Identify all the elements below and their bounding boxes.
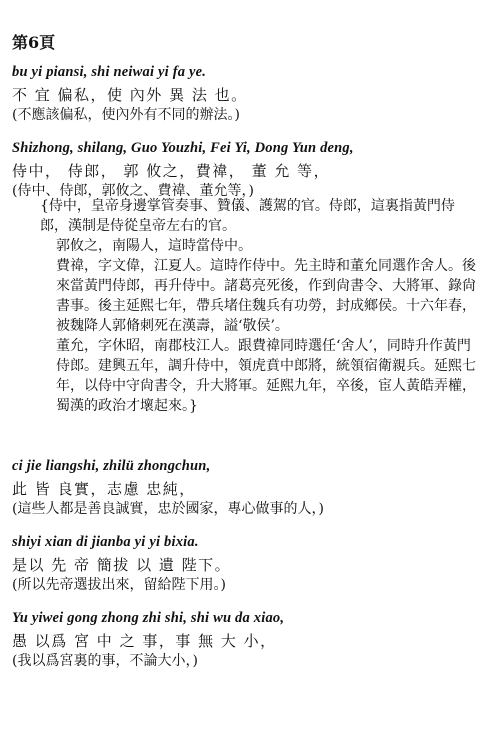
translation-line: (不應該偏私，使內外有不同的辦法。)	[12, 107, 240, 123]
pinyin-line: shiyi xian di jianba yi yi bixia.	[12, 534, 199, 550]
annotation-paragraph: 費禕，字文偉，江夏人。這時作侍中。先主時和董允同選作舍人。後來當黃門侍郎，再升侍中。諸葛亮死後，作到尙書令、大將軍、錄尙書事。後主延熙七年，帶兵堵住魏兵有功勞，封成鄉侯。十六年春，被魏降人郭脩刺死在漢壽，謚‘敬侯’。	[56, 258, 476, 334]
pinyin-line: bu yi piansi, shi neiwai yi fa ye.	[12, 64, 207, 80]
chinese-text-line: 不 宜 偏私，使 內外 異 法 也。	[12, 86, 248, 104]
translation-line: (這些人都是善良誠實，忠於國家，專心做事的人，)	[12, 501, 324, 517]
annotation-paragraph: 董允，字休昭，南郡枝江人。跟費禕同時選任‘舍人’，同時升作黃門侍郎。建興五年，調升侍中，領虎賁中郎將，統領宿衛親兵。延熙七年，以侍中守尙書令，升大將軍。延熙九年，卒後，宦人黃皓弄權，蜀漢的政治才壞起來。}	[56, 338, 476, 414]
pinyin-line: Yu yiwei gong zhong zhi shi, shi wu da xiao,	[12, 610, 285, 626]
annotation-paragraph: {侍中，皇帝身邊掌管奏事、贊儀、護駕的官。侍郎，這裏指黃門侍郎，漢制是侍從皇帝左右的官。	[40, 198, 455, 234]
page-title: 第6頁	[12, 33, 56, 52]
pinyin-line: ci jie liangshi, zhilü zhongchun,	[12, 458, 211, 474]
annotation-paragraph: 郭攸之，南陽人，這時當侍中。	[56, 238, 252, 254]
chinese-text-line: 愚 以爲 宮 中 之 事，事 無 大 小，	[12, 632, 277, 650]
translation-line: (我以爲宮裏的事，不論大小，)	[12, 653, 198, 669]
chinese-text-line: 侍中， 侍郎， 郭 攸之，費禕， 董 允 等，	[12, 162, 331, 180]
translation-line: (侍中、侍郎，郭攸之、費禕、董允等，)	[12, 183, 254, 199]
chinese-text-line: 此 皆 良實，志慮 忠純，	[12, 480, 196, 498]
pinyin-line: Shizhong, shilang, Guo Youzhi, Fei Yi, Dong Yun deng,	[12, 140, 354, 156]
annotation-block	[40, 196, 480, 416]
chinese-text-line: 是以 先 帝 簡拔 以 遺 陛下。	[12, 556, 232, 574]
translation-line: (所以先帝選拔出來，留給陛下用。)	[12, 577, 226, 593]
